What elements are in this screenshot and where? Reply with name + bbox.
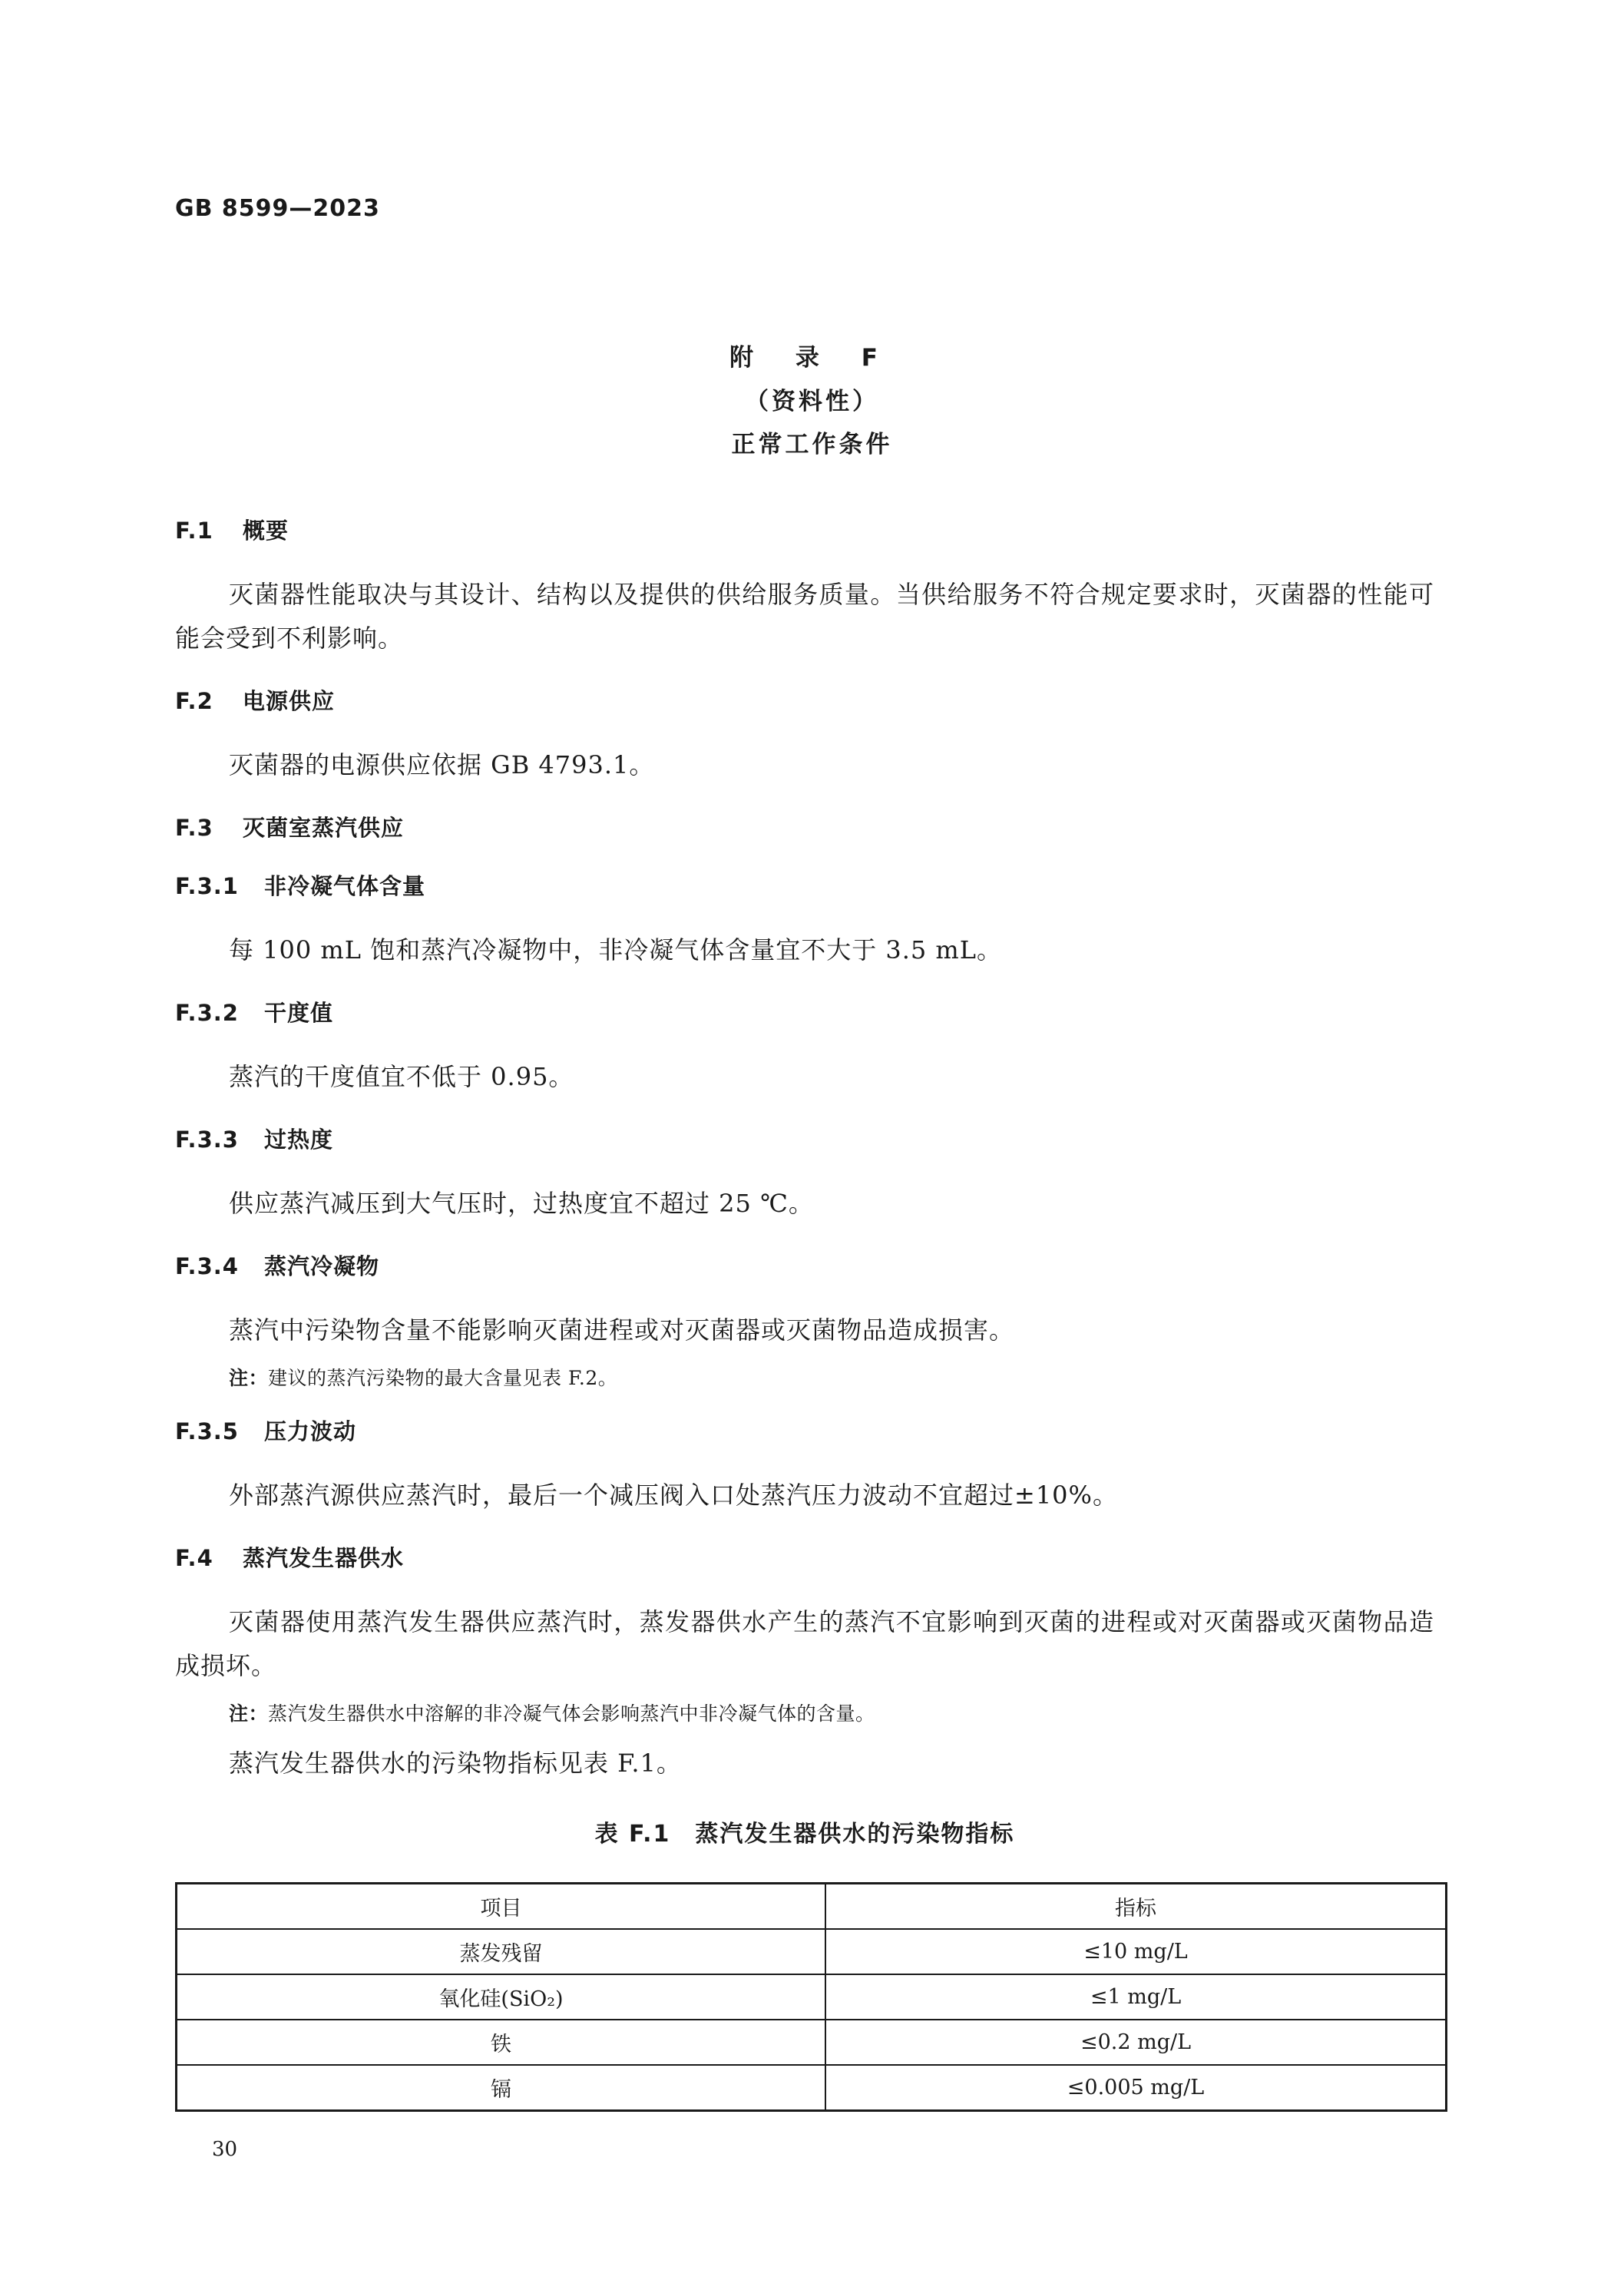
section-number: F.3.2 <box>175 1000 239 1026</box>
appendix-nature: （资料性） <box>745 388 879 415</box>
section-paragraph: 蒸汽发生器供水的污染物指标见表 F.1。 <box>229 1749 682 1778</box>
note <box>175 1700 1434 1728</box>
table-header-cell: 指标 <box>825 1884 1447 1930</box>
section-heading-f3-1 <box>175 870 1434 902</box>
section-paragraph: 供应蒸汽减压到大气压时，过热度宜不超过 25 ℃。 <box>229 1189 814 1218</box>
document-body <box>175 515 1434 2112</box>
section-paragraph: 每 100 mL 饱和蒸汽冷凝物中，非冷凝气体含量宜不大于 3.5 mL。 <box>229 935 1003 965</box>
table-cell-value: ≤1 mg/L <box>825 1974 1447 2020</box>
table-cell-value: ≤0.2 mg/L <box>825 2020 1447 2065</box>
standard-code: GB 8599—2023 <box>175 195 380 222</box>
table-row <box>177 1929 1447 1974</box>
table-cell-item: 蒸发残留 <box>177 1929 826 1974</box>
table-row <box>177 2020 1447 2065</box>
table-row <box>177 2065 1447 2111</box>
section-number: F.4 <box>175 1545 213 1571</box>
section-heading-f3-4 <box>175 1250 1434 1282</box>
section-heading-f3-5 <box>175 1415 1434 1448</box>
appendix-title: 正常工作条件 <box>731 431 893 458</box>
table-cell-item: 镉 <box>177 2065 826 2111</box>
note-label: 注： <box>229 1702 269 1725</box>
note <box>175 1365 1434 1392</box>
table-cell-item: 氧化硅(SiO₂) <box>177 1974 826 2020</box>
section-paragraph: 灭菌器使用蒸汽发生器供应蒸汽时，蒸发器供水产生的蒸汽不宜影响到灭菌的进程或对灭菌器或灭菌物品造成损坏。 <box>175 1607 1434 1680</box>
section-title: 电源供应 <box>243 688 336 714</box>
section-heading-f1 <box>175 515 1434 547</box>
section-paragraph: 蒸汽中污染物含量不能影响灭菌进程或对灭菌器或灭菌物品造成损害。 <box>229 1315 1015 1345</box>
note-label: 注： <box>229 1367 269 1389</box>
section-heading-f3-2 <box>175 997 1434 1029</box>
section-number: F.2 <box>175 688 213 714</box>
table-header-row <box>177 1884 1447 1930</box>
section-heading-f3-3 <box>175 1123 1434 1156</box>
section-title: 灭菌室蒸汽供应 <box>243 815 405 841</box>
note-text: 蒸汽发生器供水中溶解的非冷凝气体会影响蒸汽中非冷凝气体的含量。 <box>268 1702 875 1725</box>
table-cell-value: ≤10 mg/L <box>825 1929 1447 1974</box>
table-cell-item: 铁 <box>177 2020 826 2065</box>
section-number: F.3.3 <box>175 1127 239 1153</box>
section-heading-f4 <box>175 1542 1434 1574</box>
section-number: F.3.5 <box>175 1418 239 1444</box>
section-number: F.1 <box>175 518 213 544</box>
section-title: 蒸汽冷凝物 <box>264 1253 380 1279</box>
section-title: 干度值 <box>264 1000 334 1026</box>
section-number: F.3.4 <box>175 1253 239 1279</box>
section-paragraph: 灭菌器性能取决与其设计、结构以及提供的供给服务质量。当供给服务不符合规定要求时，灭菌器的性能可能会受到不利影响。 <box>175 580 1434 653</box>
section-number: F.3.1 <box>175 873 239 899</box>
section-title: 过热度 <box>264 1127 334 1153</box>
section-title: 概要 <box>243 518 289 544</box>
section-heading-f3 <box>175 812 1434 844</box>
table-caption: 表 F.1 蒸汽发生器供水的污染物指标 <box>594 1821 1015 1848</box>
section-title: 蒸汽发生器供水 <box>243 1545 405 1571</box>
table-cell-value: ≤0.005 mg/L <box>825 2065 1447 2111</box>
section-heading-f2 <box>175 685 1434 717</box>
section-paragraph: 灭菌器的电源供应依据 GB 4793.1。 <box>229 750 655 779</box>
section-title: 非冷凝气体含量 <box>264 873 426 899</box>
pollutant-table <box>175 1882 1447 2112</box>
appendix-letter: 附 录 F <box>729 344 895 372</box>
note-text: 建议的蒸汽污染物的最大含量见表 F.2。 <box>268 1367 618 1389</box>
section-number: F.3 <box>175 815 213 841</box>
section-title: 压力波动 <box>264 1418 357 1444</box>
section-paragraph: 外部蒸汽源供应蒸汽时，最后一个减压阀入口处蒸汽压力波动不宜超过±10%。 <box>229 1481 1118 1510</box>
section-paragraph: 蒸汽的干度值宜不低于 0.95。 <box>229 1062 574 1091</box>
page-number: 30 <box>212 2138 238 2161</box>
table-row <box>177 1974 1447 2020</box>
table-header-cell: 项目 <box>177 1884 826 1930</box>
